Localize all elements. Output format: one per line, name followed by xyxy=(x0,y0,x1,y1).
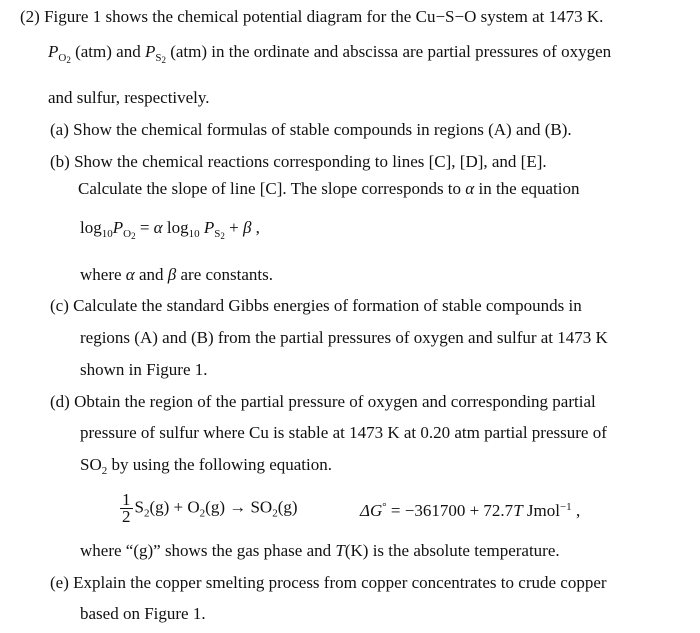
question-b-line-1 xyxy=(50,152,547,172)
delta-g-unit: Jmol xyxy=(522,501,560,520)
question-d-text-5a: where “(g)” shows the gas phase and xyxy=(80,541,336,560)
question-d-text-5b: (K) is the absolute temperature. xyxy=(344,541,560,560)
eq-plus: + xyxy=(224,218,243,237)
delta-g: ΔG xyxy=(360,501,383,520)
question-b-text-4c: are constants. xyxy=(176,265,274,284)
eq-p-1: P xyxy=(112,218,124,237)
reaction-equation xyxy=(120,492,298,525)
intro-line-2 xyxy=(48,42,611,70)
delta-g-temperature: T xyxy=(513,501,523,520)
delta-g-value: = −361700 + 72.7 xyxy=(386,501,514,520)
intro-line-3 xyxy=(48,88,210,108)
constants-beta: β xyxy=(167,265,177,284)
rx-gas: (g) xyxy=(277,497,298,517)
eq-p-2: P xyxy=(199,218,215,237)
question-e-line-1 xyxy=(50,573,607,593)
so2-sub: 2 xyxy=(101,465,108,477)
question-a-text: (a) Show the chemical formulas of stable compounds in regions (A) and (B). xyxy=(50,120,572,139)
eq-o-sub2: 2 xyxy=(131,231,136,241)
intro-text-2b: (atm) in the ordinate and abscissa are partial pressures of oxygen xyxy=(165,42,612,61)
fraction-numerator: 1 xyxy=(122,490,131,509)
question-b-text-1: (b) Show the chemical reactions corresponding to lines [C], [D], and [E]. xyxy=(50,152,547,171)
question-b-line-4 xyxy=(80,265,273,285)
question-d-text-2: pressure of sulfur where Cu is stable at 1473 K at 0.20 atm partial pressure of xyxy=(80,423,607,442)
question-d-line-2 xyxy=(80,423,607,443)
eq-s-sub: S xyxy=(214,228,221,240)
fraction-denominator: 2 xyxy=(122,507,131,526)
eq-base-1: 10 xyxy=(101,228,113,240)
eq-base-2: 10 xyxy=(188,228,200,240)
ps2-sub2: 2 xyxy=(161,55,166,65)
rx-so2-sub: 2 xyxy=(272,507,278,520)
question-c-text-3: shown in Figure 1. xyxy=(80,360,208,379)
po2-symbol: P xyxy=(48,42,59,61)
delta-g-standard: ° xyxy=(382,501,387,513)
eq-equals: = xyxy=(135,218,154,237)
rx-so2: (g) → SO xyxy=(205,497,273,517)
question-c-text-1: (c) Calculate the standard Gibbs energies of formation of stable compounds in xyxy=(50,296,582,315)
intro-text-3: and sulfur, respectively. xyxy=(48,88,210,107)
question-c-text-2: regions (A) and (B) from the partial pressures of oxygen and sulfur at 1473 K xyxy=(80,328,608,347)
question-c-line-3 xyxy=(80,360,208,380)
intro-line-1 xyxy=(20,7,603,27)
question-d-line-5 xyxy=(80,541,560,561)
ps2-sub: S xyxy=(155,52,162,64)
intro-text-2a: (atm) and xyxy=(70,42,145,61)
question-d-text-1: (d) Obtain the region of the partial pressure of oxygen and corresponding partial xyxy=(50,392,596,411)
eq-s-sub2: 2 xyxy=(220,231,225,241)
question-b-text-2b: in the equation xyxy=(474,179,580,198)
rx-s2-sub: 2 xyxy=(143,507,150,520)
eq-end: , xyxy=(251,218,260,237)
gibbs-energy-equation xyxy=(360,497,580,521)
question-d-line-3 xyxy=(80,455,332,481)
half-fraction xyxy=(120,492,133,525)
eq-o-sub: O xyxy=(123,228,132,240)
eq-log-1: log xyxy=(80,218,102,237)
question-e-text-1: (e) Explain the copper smelting process from copper concentrates to crude copper xyxy=(50,573,607,592)
intro-text-1: (2) Figure 1 shows the chemical potential diagram for the Cu−S−O system at 1473 K. xyxy=(20,7,604,26)
question-b-line-2 xyxy=(78,179,580,199)
temperature-symbol: T xyxy=(335,541,345,560)
question-b-text-2a: Calculate the slope of line [C]. The slope corresponds to xyxy=(78,179,466,198)
question-d-text-3: by using the following equation. xyxy=(107,455,332,474)
constants-alpha: α xyxy=(125,265,135,284)
rx-o2: (g) + O xyxy=(149,497,200,517)
question-e-line-2 xyxy=(80,604,206,624)
eq-alpha: α xyxy=(153,218,163,237)
question-e-text-2: based on Figure 1. xyxy=(80,604,206,623)
po2-sub: O xyxy=(58,52,67,64)
po2-sub2: 2 xyxy=(66,55,71,65)
alpha-symbol: α xyxy=(465,179,475,198)
question-c-line-2 xyxy=(80,328,608,348)
so2-text: SO xyxy=(80,455,102,474)
ps2-symbol: P xyxy=(144,42,156,61)
question-b-text-4a: where xyxy=(80,265,126,284)
question-b-text-4b: and xyxy=(134,265,168,284)
question-d-line-1 xyxy=(50,392,596,412)
slope-equation xyxy=(80,218,260,246)
question-c-line-1 xyxy=(50,296,582,316)
rx-s2: S xyxy=(134,497,144,517)
delta-g-end: , xyxy=(571,501,581,520)
question-a xyxy=(50,120,572,140)
rx-o2-sub: 2 xyxy=(199,507,206,520)
eq-log-2: log xyxy=(162,218,189,237)
eq-beta: β xyxy=(242,218,252,237)
delta-g-unit-sup: −1 xyxy=(559,501,572,513)
